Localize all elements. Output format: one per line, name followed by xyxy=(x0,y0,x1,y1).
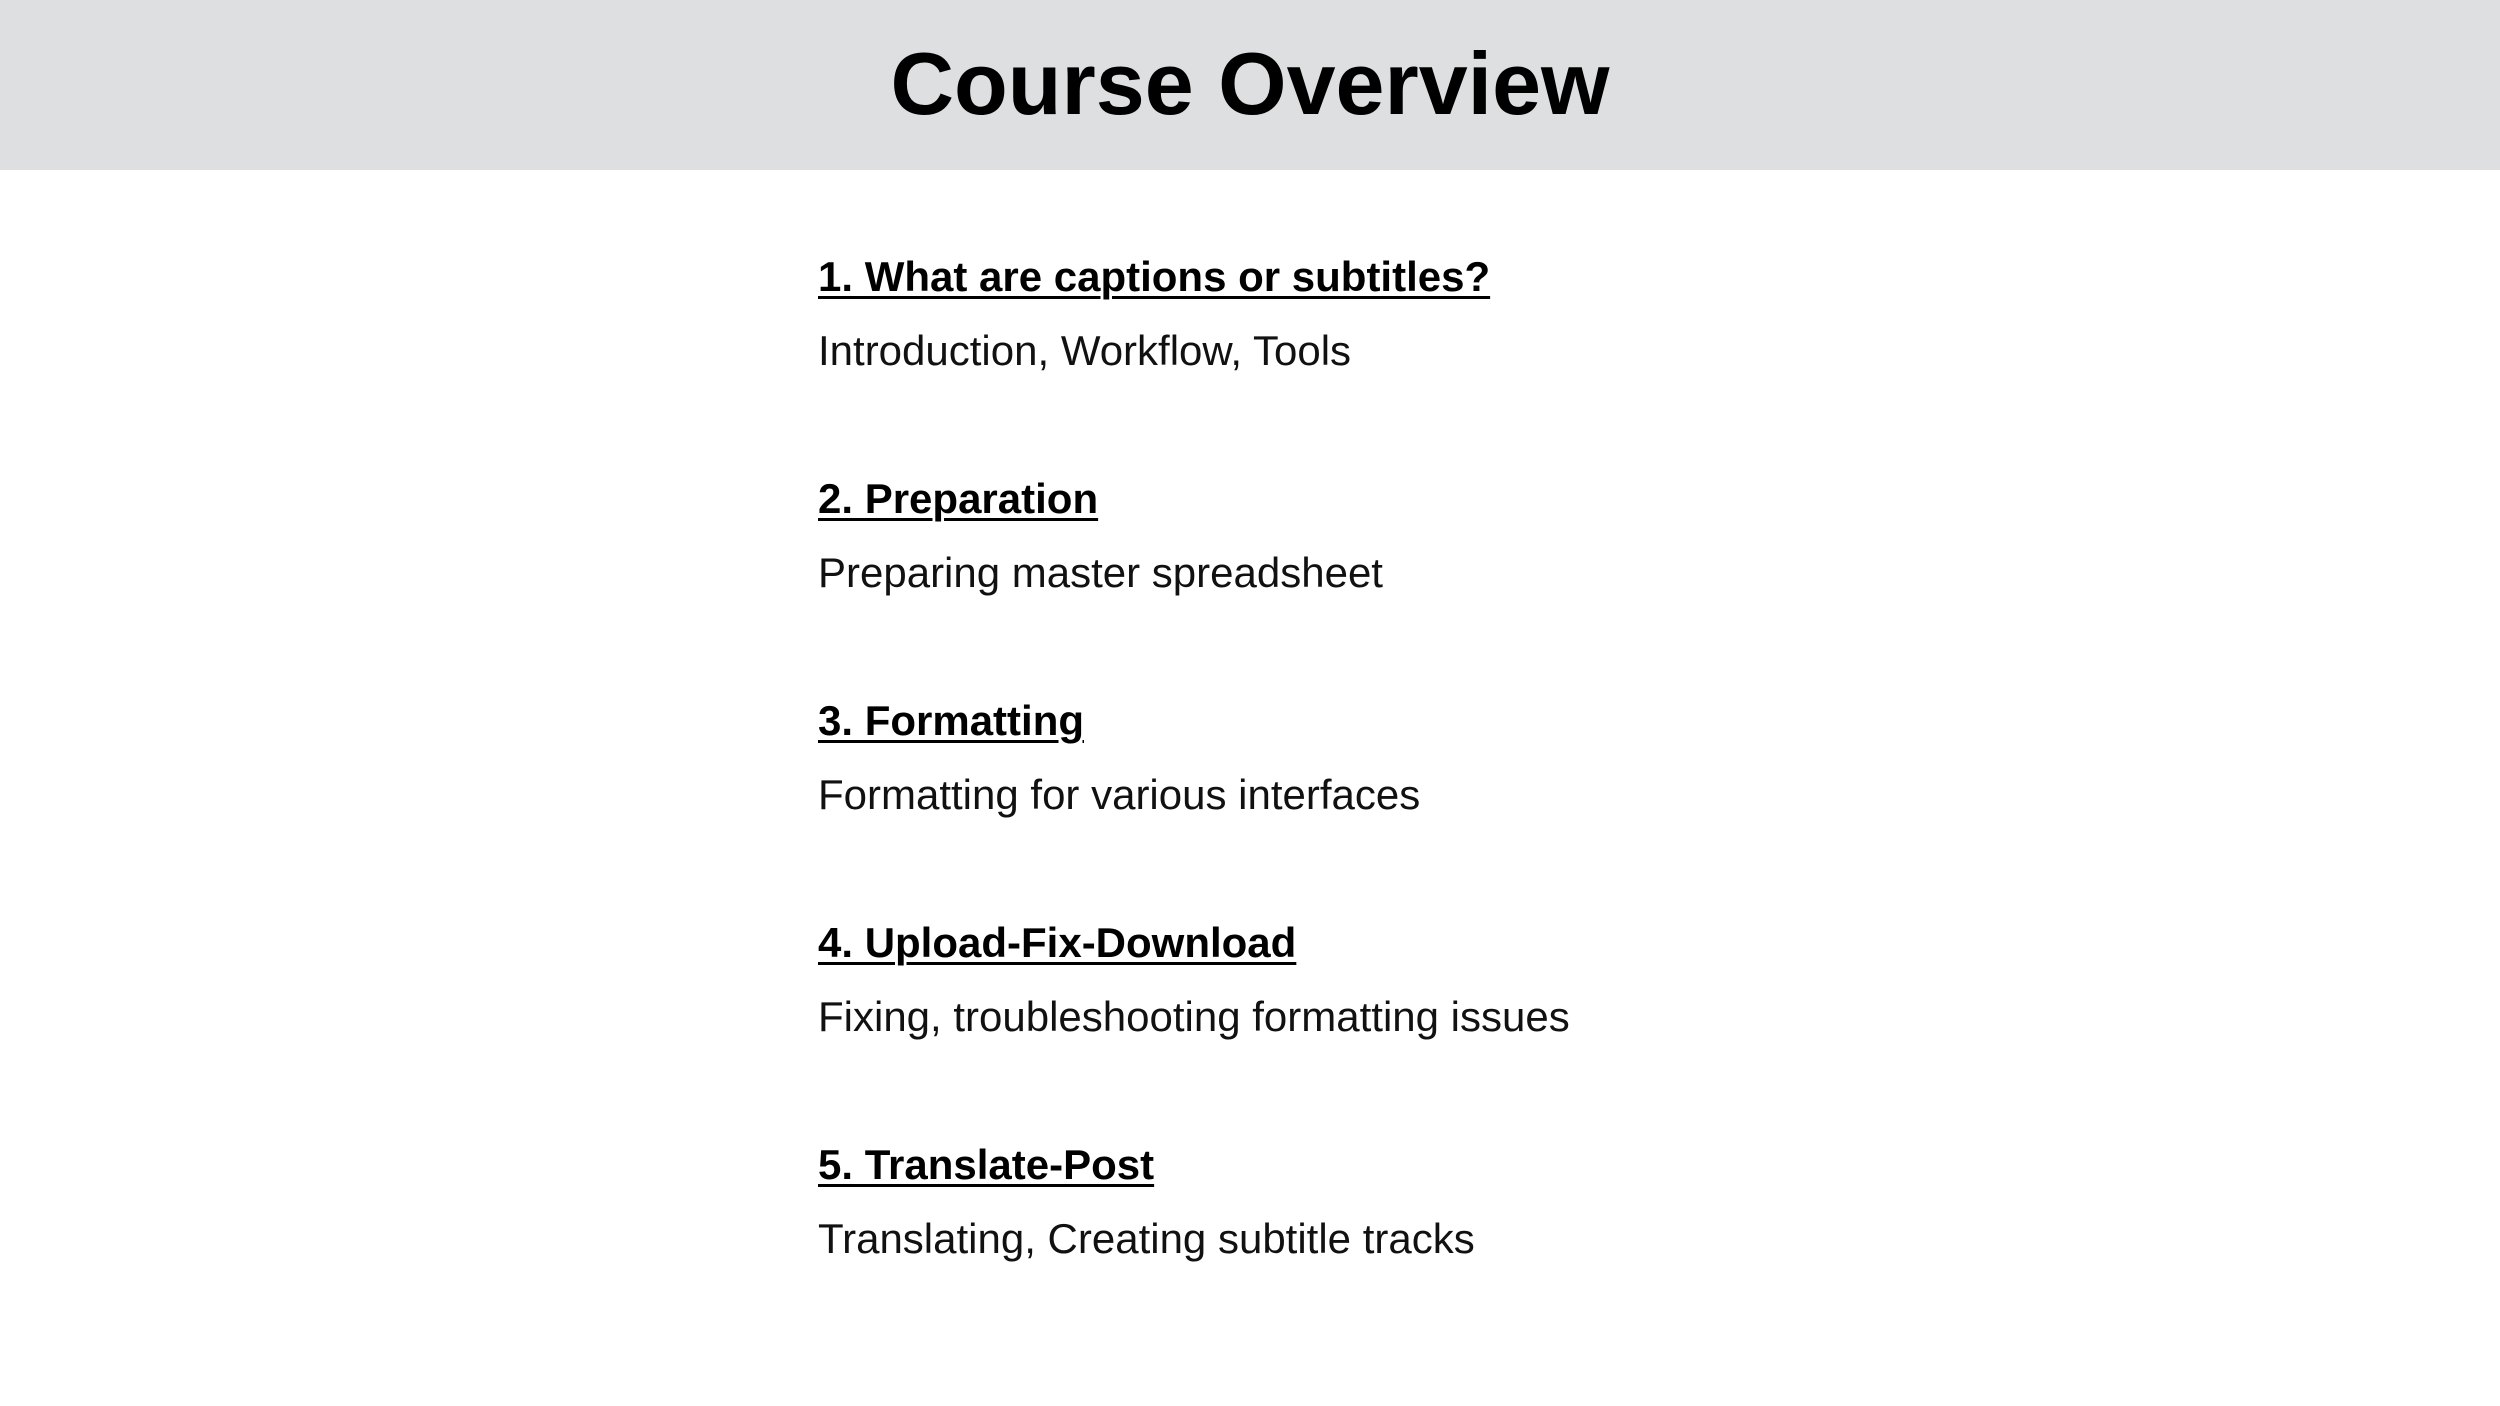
section-heading: 5. Translate-Post xyxy=(818,1141,1155,1188)
section-description: Fixing, troubleshooting formatting issues xyxy=(818,993,1570,1040)
section-heading: 4. Upload-Fix-Download xyxy=(818,919,1297,966)
section-description: Formatting for various interfaces xyxy=(818,771,1421,818)
section-description: Translating, Creating subtitle tracks xyxy=(818,1215,1475,1262)
course-section-2 xyxy=(818,474,2218,696)
course-section-3 xyxy=(818,696,2218,918)
section-description: Preparing master spreadsheet xyxy=(818,549,1383,596)
page-title: Course Overview xyxy=(890,34,1610,133)
course-section-4 xyxy=(818,918,2218,1140)
title-bar xyxy=(0,0,2500,170)
course-section-1 xyxy=(818,252,2218,474)
course-sections-list xyxy=(818,252,2218,1362)
section-heading: 3. Formatting xyxy=(818,697,1085,744)
section-description: Introduction, Workflow, Tools xyxy=(818,327,1352,374)
section-heading: 1. What are captions or subtitles? xyxy=(818,253,1491,300)
section-heading: 2. Preparation xyxy=(818,475,1099,522)
course-section-5 xyxy=(818,1140,2218,1362)
